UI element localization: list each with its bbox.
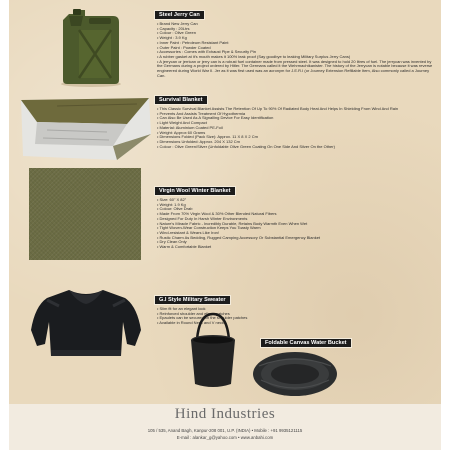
list-item: • Material: Aluminium Coated PE-Foil	[157, 124, 223, 130]
list-item: • Weight : 3.9 Kg	[157, 35, 187, 41]
company-name: Hind Industries	[174, 406, 276, 422]
list-item: • Dimensions Unfolded: Approx. 204 X 132 Cm	[157, 138, 240, 144]
list-item: • Inner Paint : Petroleum Resistant Paint	[157, 39, 229, 45]
list-item: • A rubber gasket at it's mouth makes it 100% leak proof (Say goodbye to leaking Military Surplus Jerry Cans)	[157, 53, 351, 59]
sweater-heading: G.I Style Military Sweater	[155, 296, 230, 304]
list-item: • Capacity : 20Ltrs	[157, 25, 190, 31]
company-footer	[9, 404, 441, 450]
company-email: E-mail : alankar_g@yahoo.com • www.anbahi.com	[176, 435, 274, 440]
list-item: • Weight: Approx 60 Grams	[157, 129, 206, 135]
list-item: • Nature's Miracle Fabric - Incredibly Durable, Retains Body Warmth Even When Wet	[157, 220, 308, 226]
list-item: • Rustic Charm As Bedding, Rugged Camping Accessory Or Substantial Emergency Blanket	[157, 234, 321, 240]
list-item: • Accessories : Comes with Exhaust Pipe & Security Pin	[157, 49, 256, 55]
company-address: 105 / 535, Anand Bagh, Kanpur-208 001, U.P. (INDIA) • Mobile : +91 9935121115	[147, 428, 303, 433]
list-item: • Tight Woven-Wear Construction Keeps You Toasty Warm	[157, 225, 261, 231]
list-item: • Reinforced shoulder and elbow patches	[157, 310, 230, 316]
list-item: • Can Also Be Used As A Signalling Device For Easy Identification	[157, 115, 274, 121]
list-item: • Size: 60" X 82"	[157, 197, 187, 202]
jerry-can-specs	[157, 22, 435, 78]
survival-blanket-heading: Survival Blanket	[155, 96, 207, 104]
list-item: • Wind-resistant & Wears Like Iron!	[157, 229, 220, 235]
survival-blanket-photo	[17, 94, 153, 164]
list-item: • Colour: Olive Drab	[157, 206, 193, 212]
wool-blanket-photo	[29, 168, 141, 260]
list-item: • Designed For Duty In Harsh Winter Environments	[157, 215, 248, 221]
survival-blanket-specs	[157, 107, 435, 149]
list-item: • Dimensions Folded (Pack Size): Approx. 11 X 8 X 2 Cm	[157, 134, 258, 140]
catalog-page	[9, 0, 441, 450]
list-item: • This Classic Survival Blanket Assists The Retention Of Up To 90% Of Radiated Body Heat And Helps In Shielding From Wind And Rain	[157, 106, 399, 111]
list-item: • Brand New Jerry Can	[157, 21, 198, 26]
list-item: • Outer Paint : Powder Coated	[157, 44, 211, 50]
water-bucket-photo	[185, 310, 241, 390]
folded-bucket-photo	[249, 346, 341, 400]
wool-blanket-specs	[157, 198, 435, 250]
list-item: • Made From 70% Virgin Wool & 30% Other Blended Natural Fibers	[157, 211, 277, 217]
list-item: • Slim fit for an elegant look	[157, 306, 206, 311]
wool-blanket-heading: Virgin Wool Winter Blanket	[155, 187, 235, 195]
list-item: • Light Weight And Compact	[157, 120, 207, 126]
military-sweater-photo	[29, 286, 143, 360]
water-bucket-heading: Foldable Canvas Water Bucket	[261, 339, 351, 347]
jerry-can-photo	[49, 8, 127, 88]
list-item: • A jerrycan or jerrican or jerry can is a robust fuel container made from pressed steel. It was designed to hold 20 litres of fuel. The jerrycan was invented by the Germans during a project ordered by Hitler. The Germans called it the Wehrmachtkanister. The history of the Jerrycan is notable because it was reverse engineered during World War II. Jer as it was first used was an acronym for J.E.R.I (or Journey Extension Refillable Item, Also commonly called a Journey Can.	[157, 58, 433, 78]
list-item: • Colour : Olive Green	[157, 30, 196, 36]
list-item: • Prevents And Assists Treatment Of Hypothermia	[157, 110, 246, 116]
list-item: • Warm & Comfortable Blanket	[157, 244, 212, 250]
list-item: • Epaulets can be secured on the shoulder patches	[157, 315, 248, 321]
list-item: • Weight: 1.9 Kg	[157, 201, 186, 207]
list-item: • Colour : Olive Green/Silver (Unfoldable Olive Green Coating On One Side And Silver On the Other)	[157, 143, 335, 149]
list-item: • Dry Clean Only	[157, 239, 187, 245]
list-item: • Available in Round Neck and V neck	[157, 320, 224, 326]
jerry-can-heading: Steel Jerry Can	[155, 11, 204, 19]
